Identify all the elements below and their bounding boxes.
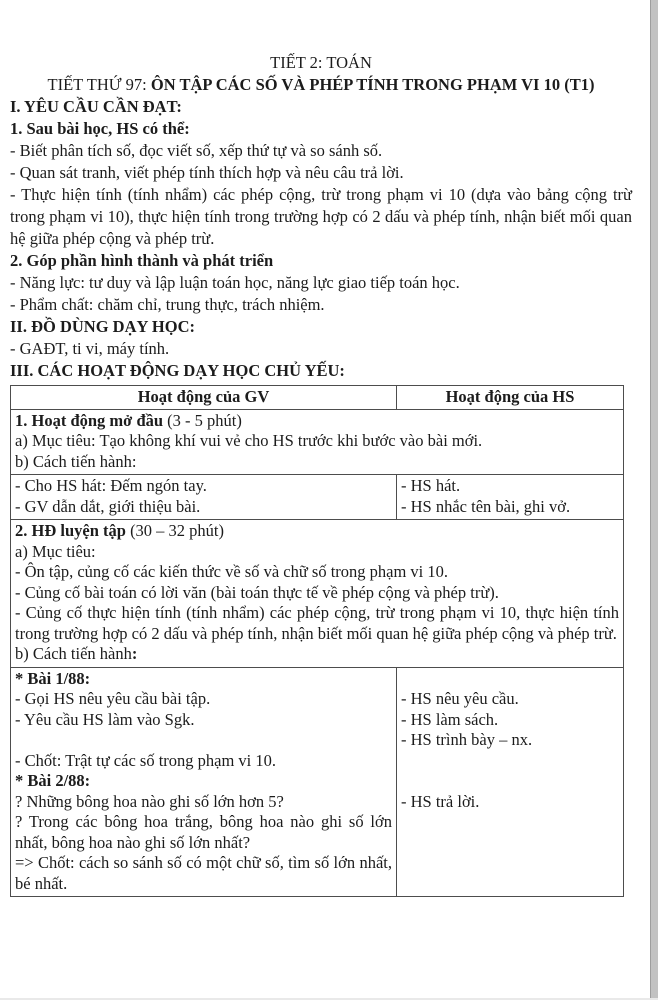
text-segment: - GAĐT, ti vi, máy tính.: [10, 339, 170, 358]
text-segment: a) Mục tiêu:: [15, 541, 96, 561]
text-line: [15, 521, 619, 542]
text-line: [15, 452, 619, 473]
text-segment: 1. Sau bài học, HS có thể:: [10, 119, 190, 138]
text-line: [10, 272, 632, 294]
text-line: [401, 751, 619, 772]
text-line: [15, 476, 392, 497]
text-segment: - HS trả lời.: [401, 791, 480, 811]
text-segment: - GV dẫn dắt, giới thiệu bài.: [15, 496, 201, 516]
text-segment: TIẾT 2: TOÁN: [270, 53, 372, 72]
text-line: [401, 497, 619, 518]
text-line: [15, 644, 619, 665]
text-segment: - HS nhắc tên bài, ghi vở.: [401, 496, 571, 516]
text-segment: ? Trong các bông hoa trắng, bông hoa nào ghi số lớn nhất, bông hoa nào ghi số lớn nhất?: [15, 812, 392, 852]
text-segment: ÔN TẬP CÁC SỐ VÀ PHÉP TÍNH TRONG PHẠM VI 10 (T1): [150, 75, 595, 94]
text-line: [10, 338, 632, 360]
table-row: [11, 667, 624, 897]
text-line: [15, 669, 392, 690]
text-line: [10, 360, 632, 382]
text-segment: a) Mục tiêu: Tạo không khí vui vẻ cho HS trước khi bước vào bài mới.: [15, 431, 483, 450]
text-segment: * Bài 2/88:: [15, 771, 91, 790]
table-row: [11, 475, 624, 520]
text-segment: - Thực hiện tính (tính nhẩm) các phép cộng, trừ trong phạm vi 10 (dựa vào bảng cộng trừ trong phạm vi 10), thực hiện tính trong trường hợp có 2 dấu và phép tính, nhận biết mối quan hệ giữa phép cộng và phép trừ.: [10, 185, 632, 248]
text-line: [15, 497, 392, 518]
hs-activity-cell: [397, 667, 624, 897]
text-line: [15, 603, 619, 644]
text-segment: - Củng cố thực hiện tính (tính nhẩm) các phép cộng, trừ trong phạm vi 10, thực hiện tính trong trường hợp có 2 dấu và phép tính, nhận biết mối quan hệ giữa phép cộng và phép trừ.: [15, 603, 619, 643]
text-line: [10, 140, 632, 162]
text-segment: 2. Góp phần hình thành và phát triển: [10, 251, 274, 270]
text-line: [15, 562, 619, 583]
text-line: [15, 411, 619, 432]
text-line: [401, 792, 619, 813]
text-line: [401, 710, 619, 731]
text-line: [10, 52, 632, 74]
text-segment: b) Cách tiến hành:: [15, 451, 137, 471]
text-segment: - Củng cố bài toán có lời văn (bài toán thực tế về phép cộng và phép trừ).: [15, 582, 499, 602]
text-segment: - Quan sát tranh, viết phép tính thích hợp và nêu câu trả lời.: [10, 163, 404, 182]
text-segment: I. YÊU CẦU CẦN ĐẠT:: [10, 97, 182, 116]
text-segment: - Biết phân tích số, đọc viết số, xếp thứ tự và so sánh số.: [10, 141, 383, 160]
text-line: [15, 431, 619, 452]
text-line: [15, 771, 392, 792]
text-segment: - Gọi HS nêu yêu cầu bài tập.: [15, 689, 211, 708]
lesson-plan-header-block: [0, 0, 658, 382]
text-line: [401, 771, 619, 792]
text-line: [10, 184, 632, 250]
text-line: [401, 669, 619, 690]
full-width-cell: [11, 409, 624, 475]
text-line: [10, 96, 632, 118]
text-line: [15, 751, 392, 772]
text-line: [15, 792, 392, 813]
text-line: [15, 812, 392, 853]
text-line: [15, 730, 392, 751]
text-line: [15, 583, 619, 604]
text-segment: - HS làm sách.: [401, 709, 499, 729]
text-line: [10, 118, 632, 140]
table-row: [11, 520, 624, 668]
text-line: [15, 542, 619, 563]
full-width-cell: [11, 520, 624, 668]
text-line: [401, 730, 619, 751]
text-segment: (30 – 32 phút): [130, 521, 225, 540]
text-segment: (3 - 5 phút): [167, 410, 242, 430]
text-segment: III. CÁC HOẠT ĐỘNG DẠY HỌC CHỦ YẾU:: [10, 361, 345, 380]
text-segment: - Yêu cầu HS làm vào Sgk.: [15, 709, 195, 729]
text-segment: - HS nêu yêu cầu.: [401, 689, 519, 708]
text-segment: => Chốt: cách so sánh số có một chữ số, tìm số lớn nhất, bé nhất.: [15, 853, 392, 893]
text-line: [15, 853, 392, 894]
text-line: [10, 294, 632, 316]
text-segment: - Năng lực: tư duy và lập luận toán học, năng lực giao tiếp toán học.: [10, 273, 460, 292]
text-segment: * Bài 1/88:: [15, 668, 91, 688]
text-line: [10, 250, 632, 272]
text-segment: - HS trình bày – nx.: [401, 730, 533, 749]
text-line: [15, 710, 392, 731]
activities-table: [10, 385, 624, 897]
text-line: [401, 476, 619, 497]
hs-activity-cell: [397, 475, 624, 520]
text-segment: 2. HĐ luyện tập: [15, 521, 131, 540]
table-header-row: [11, 386, 624, 410]
text-segment: ? Những bông hoa nào ghi số lớn hơn 5?: [15, 791, 284, 811]
text-segment: TIẾT THỨ 97:: [47, 75, 151, 94]
text-segment: - Cho HS hát: Đếm ngón tay.: [15, 476, 207, 495]
text-line: [10, 316, 632, 338]
text-segment: - HS hát.: [401, 476, 461, 495]
text-line: [401, 689, 619, 710]
text-line: [10, 74, 632, 96]
text-segment: 1. Hoạt động mở đầu: [15, 410, 168, 430]
gv-activity-cell: [11, 667, 397, 897]
text-segment: - Phẩm chất: chăm chỉ, trung thực, trách nhiệm.: [10, 295, 325, 314]
text-segment: - Chốt: Trật tự các số trong phạm vi 10.: [15, 750, 277, 770]
text-line: [15, 689, 392, 710]
gv-column-header: Hoạt động của GV: [11, 386, 397, 410]
table-row: [11, 409, 624, 475]
text-segment: II. ĐỒ DÙNG DẠY HỌC:: [10, 317, 196, 336]
page-edge-shadow: [650, 0, 658, 1000]
text-line: [10, 162, 632, 184]
text-segment: b) Cách tiến hành: [15, 644, 132, 663]
hs-column-header: Hoạt động của HS: [397, 386, 624, 410]
gv-activity-cell: [11, 475, 397, 520]
text-segment: - Ôn tập, củng cố các kiến thức về số và chữ số trong phạm vi 10.: [15, 562, 449, 581]
text-segment: :: [131, 644, 138, 663]
